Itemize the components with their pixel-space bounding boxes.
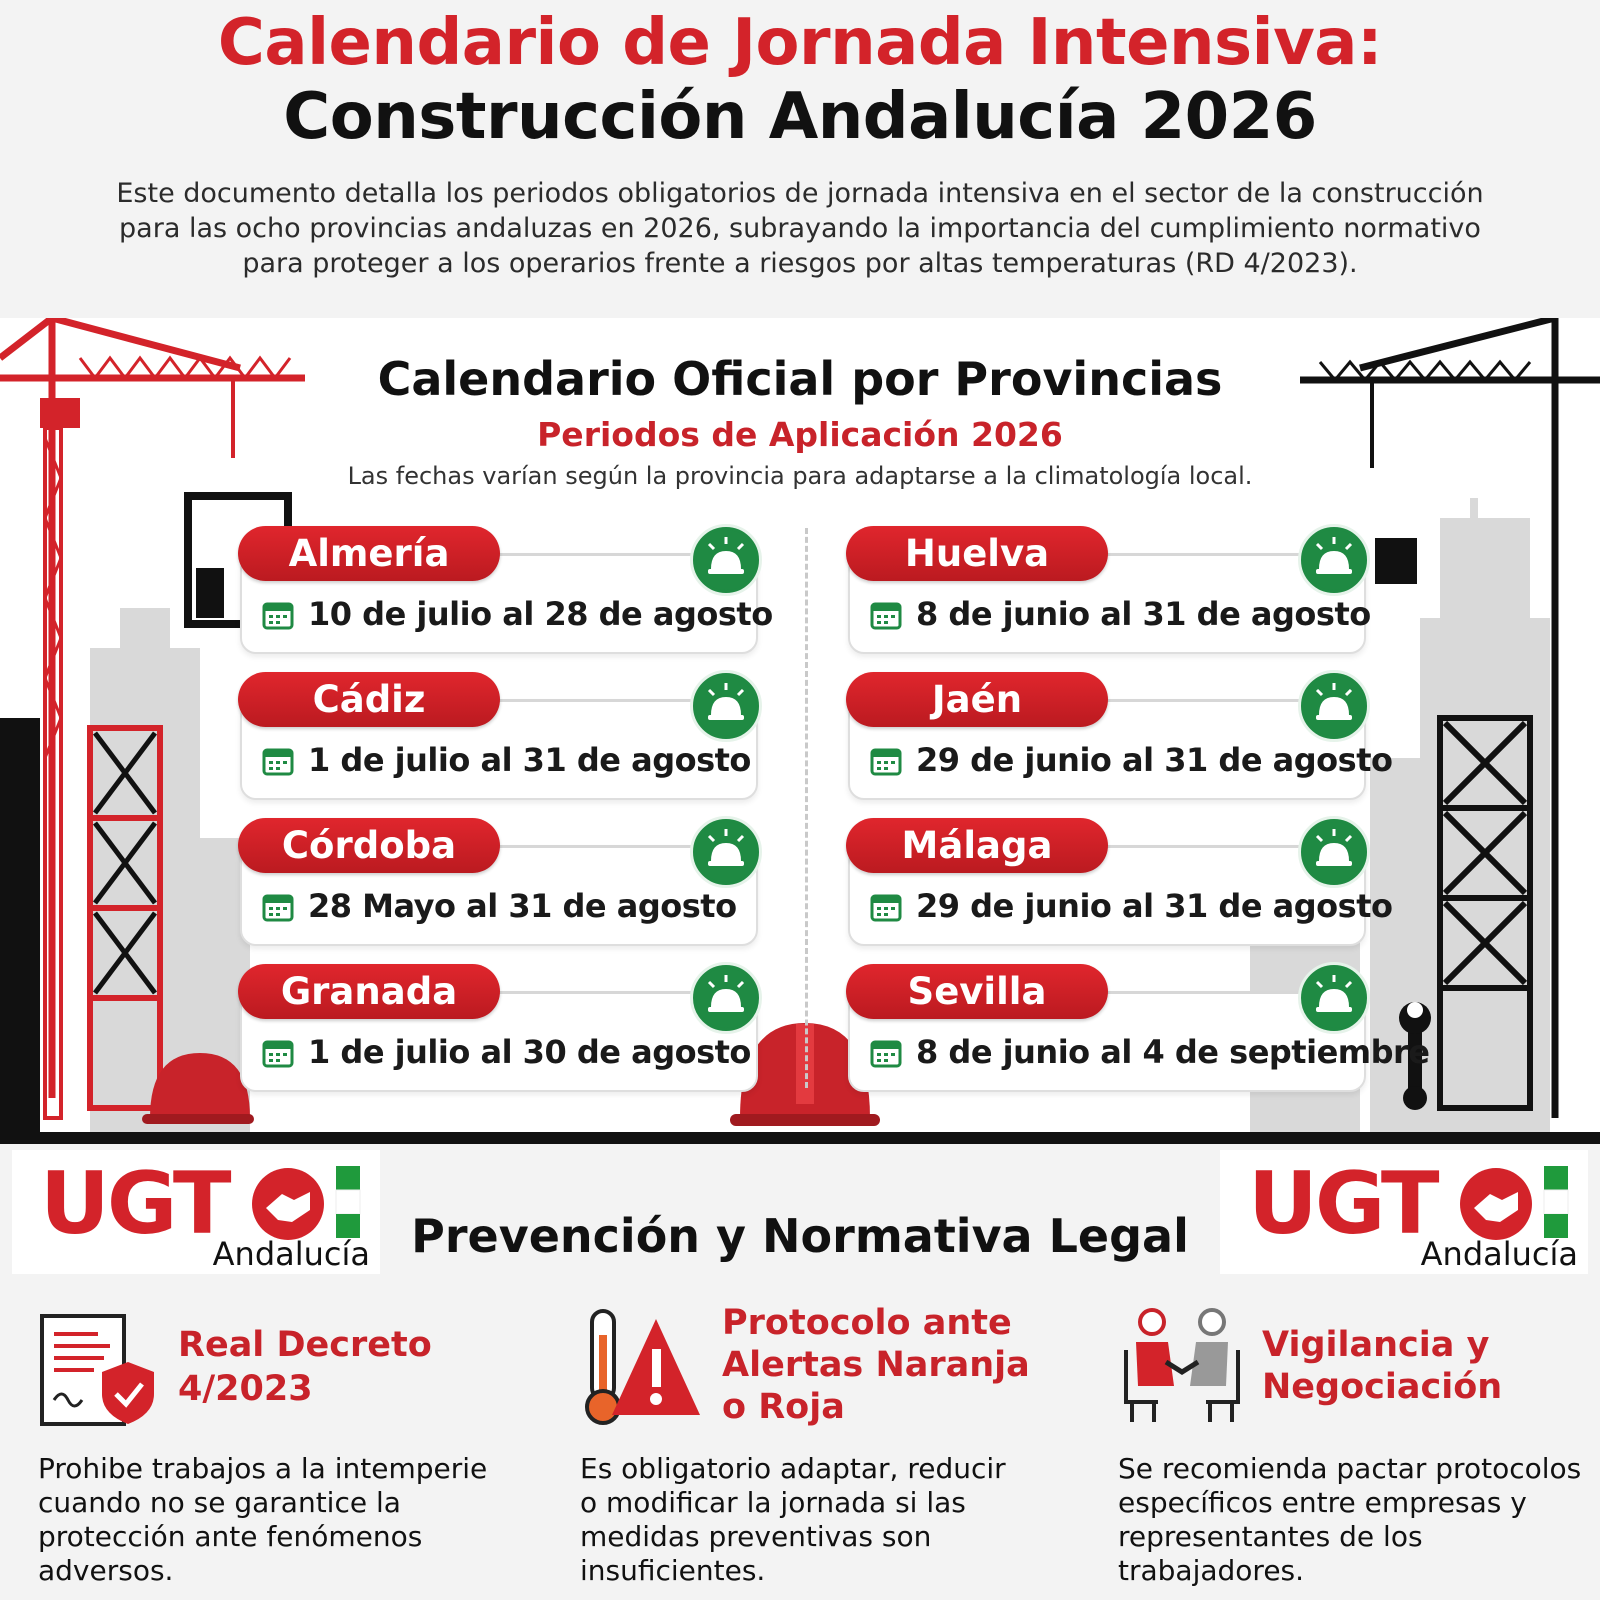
province-name: Sevilla	[846, 964, 1108, 1019]
province-card-cordoba	[238, 818, 760, 946]
logo-subtext: Andalucía	[212, 1235, 370, 1273]
logo-text: UGT	[40, 1154, 229, 1254]
calendar-title: Calendario Oficial por Provincias	[377, 352, 1223, 406]
item3-text-line1: Se recomienda pactar protocolos	[1118, 1452, 1582, 1485]
province-dates: 29 de junio al 31 de agosto	[916, 741, 1393, 779]
province-name: Jaén	[846, 672, 1108, 727]
item2-title-line3: o Roja	[722, 1387, 845, 1427]
province-dates: 1 de julio al 30 de agosto	[308, 1033, 751, 1071]
province-dates: 1 de julio al 31 de agosto	[308, 741, 751, 779]
province-name: Cádiz	[238, 672, 500, 727]
item3-text-line4: trabajadores.	[1118, 1554, 1305, 1587]
item1-title-line1: Real Decreto	[178, 1325, 432, 1365]
sun-hardhat-icon	[690, 816, 762, 888]
calendar-icon	[870, 892, 902, 922]
province-dates: 8 de junio al 31 de agosto	[916, 595, 1371, 633]
province-card-sevilla	[846, 964, 1430, 1092]
page-title-line2: Construcción Andalucía 2026	[283, 80, 1317, 154]
handshake-flag-icon	[248, 1164, 368, 1244]
calendar-icon	[870, 1038, 902, 1068]
province-name: Granada	[238, 964, 500, 1019]
ugt-logo-right	[1220, 1150, 1588, 1274]
province-name: Almería	[238, 526, 500, 581]
calendar-icon	[262, 746, 294, 776]
item3-text-line2: específicos entre empresas y	[1118, 1486, 1527, 1519]
sun-hardhat-icon	[1298, 670, 1370, 742]
item1-text-line2: cuando no se garantice la	[38, 1486, 401, 1519]
item3-title-line1: Vigilancia y	[1262, 1325, 1490, 1365]
province-card-jaen	[846, 672, 1393, 800]
logo-text: UGT	[1248, 1154, 1437, 1254]
province-name: Huelva	[846, 526, 1108, 581]
item3-text-line3: representantes de los	[1118, 1520, 1423, 1553]
province-card-huelva	[846, 526, 1371, 654]
sun-hardhat-icon	[1298, 962, 1370, 1034]
calendar-icon	[262, 600, 294, 630]
panel-bottom-bar	[0, 1132, 1600, 1144]
item2-title-line1: Protocolo ante	[722, 1303, 1012, 1343]
calendar-icon	[870, 600, 902, 630]
calendar-icon	[262, 892, 294, 922]
province-dates: 28 Mayo al 31 de agosto	[308, 887, 737, 925]
prevention-title: Prevención y Normativa Legal	[411, 1209, 1189, 1263]
column-divider	[805, 528, 808, 1088]
intro-paragraph: Este documento detalla los periodos obligatorios de jornada intensiva en el sector de la construcción para las ocho provincias andaluzas en 2026, subrayando la importancia del cumplimiento normativo para proteger a los operarios frente a riesgos por altas temperaturas (RD 4/2023).	[116, 178, 1484, 279]
sun-hardhat-icon	[1298, 816, 1370, 888]
sun-hardhat-icon	[690, 962, 762, 1034]
handshake-flag-icon	[1456, 1164, 1576, 1244]
item1-text-line4: adversos.	[38, 1554, 174, 1587]
calendar-icon	[870, 746, 902, 776]
sun-hardhat-icon	[690, 524, 762, 596]
item2-text-line4: insuficientes.	[580, 1554, 766, 1587]
ugt-logo-left	[12, 1150, 380, 1274]
calendar-icon	[262, 1038, 294, 1068]
thermometer-warning-icon	[580, 1305, 702, 1429]
item2-text-line3: medidas preventivas son	[580, 1520, 932, 1553]
item2-text-line2: o modificar la jornada si las	[580, 1486, 966, 1519]
province-card-almeria	[238, 526, 773, 654]
province-card-granada	[238, 964, 760, 1092]
sun-hardhat-icon	[1298, 524, 1370, 596]
page-title-line1: Calendario de Jornada Intensiva:	[217, 6, 1383, 80]
meeting-people-icon	[1118, 1306, 1246, 1430]
item2-title-line2: Alertas Naranja	[722, 1345, 1030, 1385]
calendar-note: Las fechas varían según la provincia para adaptarse a la climatología local.	[347, 462, 1253, 490]
province-dates: 29 de junio al 31 de agosto	[916, 887, 1393, 925]
province-name: Córdoba	[238, 818, 500, 873]
item2-text-line1: Es obligatorio adaptar, reducir	[580, 1452, 1006, 1485]
province-dates: 8 de junio al 4 de septiembre	[916, 1033, 1430, 1071]
province-card-cadiz	[238, 672, 760, 800]
document-shield-icon	[38, 1312, 158, 1430]
logo-subtext: Andalucía	[1420, 1235, 1578, 1273]
item1-title-line2: 4/2023	[178, 1369, 313, 1409]
item3-title-line2: Negociación	[1262, 1367, 1503, 1407]
sun-hardhat-icon	[690, 670, 762, 742]
province-name: Málaga	[846, 818, 1108, 873]
calendar-subtitle: Periodos de Aplicación 2026	[537, 415, 1063, 454]
item1-text-line1: Prohibe trabajos a la intemperie	[38, 1452, 488, 1485]
item1-text-line3: protección ante fenómenos	[38, 1520, 423, 1553]
province-card-malaga	[846, 818, 1393, 946]
province-dates: 10 de julio al 28 de agosto	[308, 595, 773, 633]
